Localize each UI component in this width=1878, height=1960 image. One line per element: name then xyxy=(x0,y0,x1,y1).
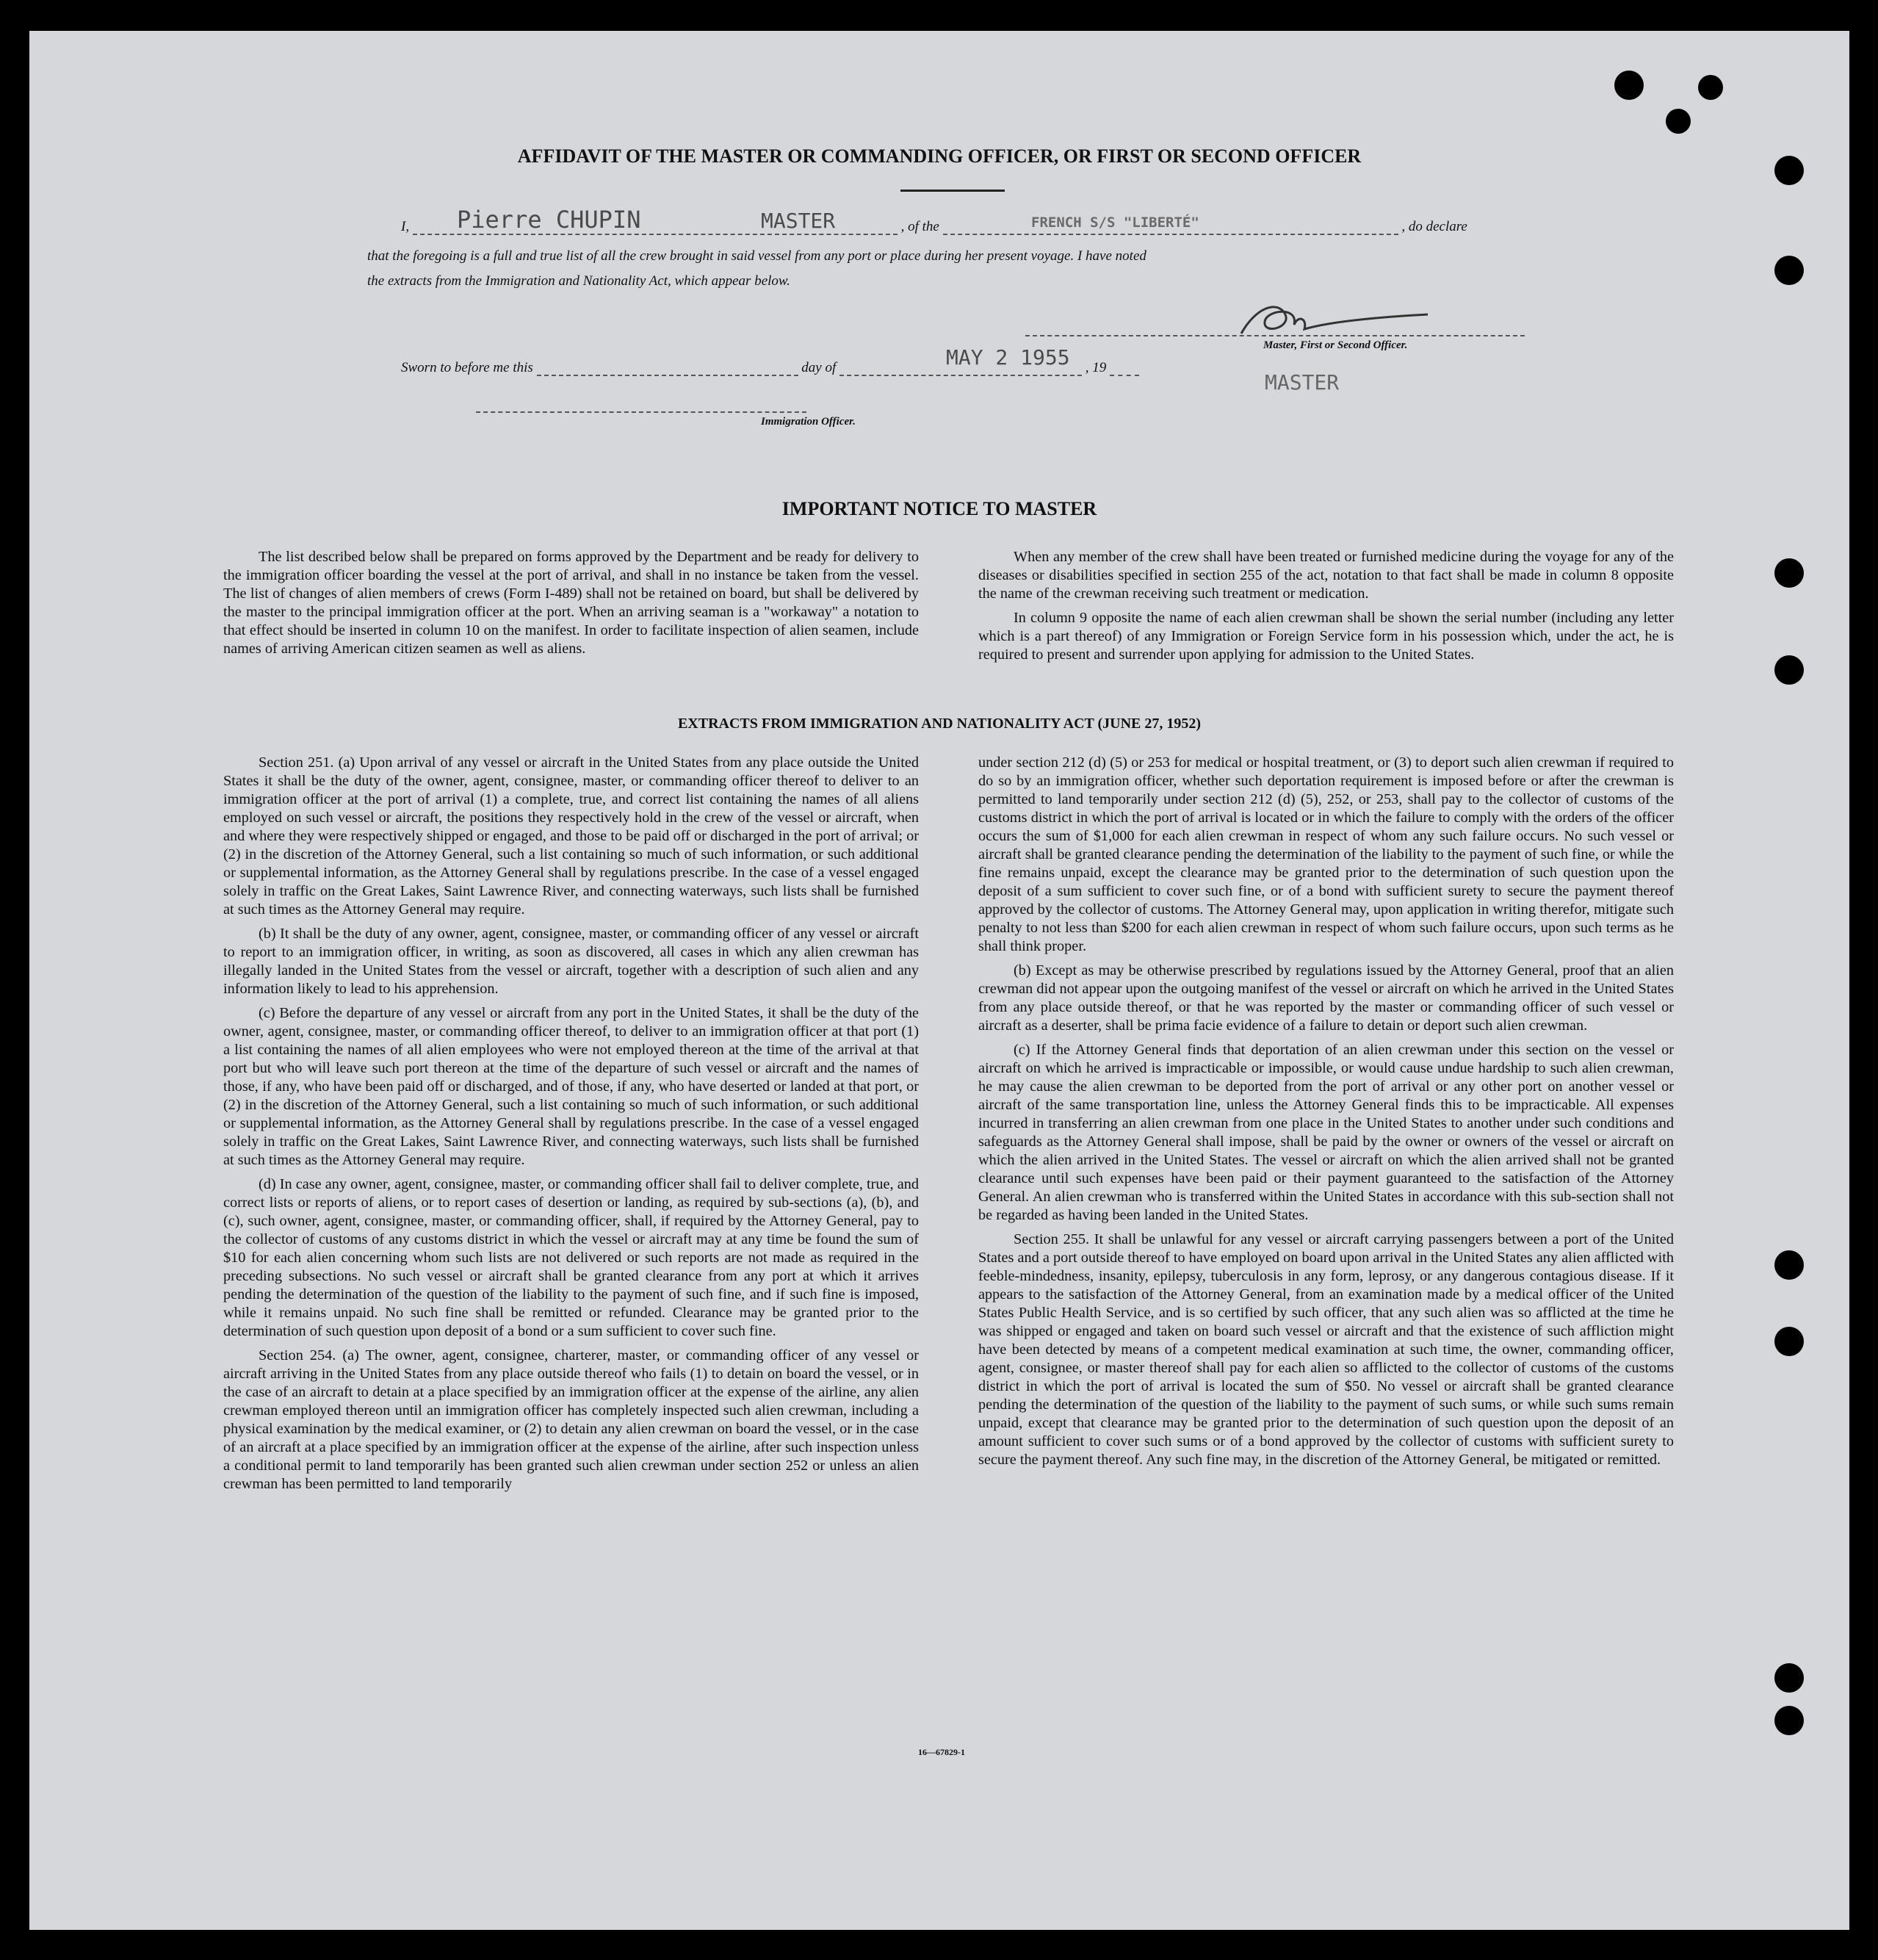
declaration-text-1: that the foregoing is a full and true list of all the crew brought in said vessel from any port or place during her present voyage. I have noted xyxy=(367,248,1146,264)
affidavit-title: AFFIDAVIT OF THE MASTER OR COMMANDING OFFICER, OR FIRST OR SECOND OFFICER xyxy=(517,145,1362,167)
punch-hole xyxy=(1774,1706,1804,1735)
notice-paragraph: When any member of the crew shall have been treated or furnished medicine during the voyage for any of the diseases or disabilities specified in section 255 of the act, notation to that fact shall be made in column 8 opposite the name of the crewman receiving such treatment or medication. xyxy=(978,549,1674,602)
year-label: , 19 xyxy=(1085,360,1107,375)
extracts-title: EXTRACTS FROM IMMIGRATION AND NATIONALITY ACT (JUNE 27, 1952) xyxy=(677,716,1202,732)
punch-hole xyxy=(1774,655,1804,685)
officer-rank: MASTER xyxy=(761,209,836,233)
notice-left xyxy=(223,548,919,658)
act-paragraph: under section 212 (d) (5) or 253 for medical or hospital treatment, or (3) to deport such alien crewman if required to do so by an immigration officer, whether such deportation requirement is imposed before or after the crewman is permitted to land temporarily under section 212 (d) (5), 252, or 253, shall pay to the collector of customs of the customs district in which the port of arrival is located or in which the failure to comply with the orders of the officer occurs the sum of $1,000 for each alien crewman in respect of whom any such failure occurs. No such vessel or aircraft shall be granted clearance pending the determination of the liability to the payment of such fine, or while the fine remains unpaid, except the clearance may be granted prior to the determination of such question upon the deposit of a sum sufficient to cover such fine, or of a bond with sufficient surety to secure the payment thereof approved by the collector of customs. The Attorney General may, upon application in writing therefor, mitigate such penalty to not less than $200 for each alien crewman in respect of whom such failure occurs, upon such terms as he shall think proper. xyxy=(978,754,1674,954)
vessel-name: FRENCH S/S "LIBERTÉ" xyxy=(1031,215,1199,231)
year-blank xyxy=(1110,361,1139,376)
punch-hole xyxy=(1774,1327,1804,1356)
day-of-label: day of xyxy=(801,360,837,375)
punch-hole xyxy=(1774,1250,1804,1280)
i-label: I, xyxy=(401,219,410,234)
notice-paragraph: In column 9 opposite the name of each alien crewman shall be shown the serial number (including any letter which is a part thereof) of any Immigration or Foreign Service form in his possession which, under the act, he is required to present and surrender upon applying for admission to the United States. xyxy=(978,610,1674,663)
rank-stamp: MASTER xyxy=(1265,370,1340,394)
declaration-text-2: the extracts from the Immigration and Nationality Act, which appear below. xyxy=(367,273,790,289)
immigration-officer-rule xyxy=(476,411,806,413)
signature-caption: Master, First or Second Officer. xyxy=(1263,339,1408,351)
notice-title: IMPORTANT NOTICE TO MASTER xyxy=(781,498,1097,519)
punch-hole xyxy=(1774,1663,1804,1693)
sworn-label: Sworn to before me this xyxy=(401,360,533,375)
act-paragraph: (d) In case any owner, agent, consignee, master, or commanding officer shall fail to deliver complete, true, and correct lists or reports of aliens, or to report cases of desertion or landing, as required by sub-sections (a), (b), and (c), such owner, agent, consignee, master, or commanding officer, shall, if required by the Attorney General, pay to the collector of customs of any customs district in which the vessel or aircraft may at any time be found the sum of $10 for each alien concerning whom such lists are not delivered or such reports are not made as required in the preceding subsections. No such vessel or aircraft shall be granted clearance from any port at which it arrives pending the determination of the question of the liability to the payment of such fine, and if such fine is imposed, while it remains unpaid. No such fine shall be remitted or refunded. Clearance may be granted prior to the determination of such question upon deposit of a bond or a sum sufficient to cover such fine. xyxy=(223,1176,919,1339)
form-number: 16—67829-1 xyxy=(918,1747,965,1757)
act-paragraph: (b) It shall be the duty of any owner, agent, consignee, master, or commanding officer of any vessel or aircraft to report to an immigration officer, in writing, as soon as discovered, all cases in which any alien crewman has illegally landed in the United States from the vessel or aircraft, together with a description of such alien and any information likely to lead to his apprehension. xyxy=(223,926,919,997)
extracts-left xyxy=(223,754,919,1494)
punch-hole xyxy=(1614,71,1644,100)
act-paragraph: (b) Except as may be otherwise prescribed by regulations issued by the Attorney General, proof that an alien crewman did not appear upon the outgoing manifest of the vessel or aircraft on which he arrived in the United States from any place outside thereof, or that he was reported by the master or commanding officer of such vessel or aircraft as a deserter, shall be prima facie evidence of a failure to detain or deport such alien crewman. xyxy=(978,962,1674,1034)
title-rule xyxy=(900,190,1005,192)
punch-hole xyxy=(1774,558,1804,588)
act-paragraph: Section 251. (a) Upon arrival of any vessel or aircraft in the United States from any place outside the United States it shall be the duty of the owner, agent, consignee, master, or commanding officer thereof to deliver to an immigration officer at the port of arrival (1) a complete, true, and correct list containing the names of all aliens employed on such vessel or aircraft, the positions they respectively hold in the crew of the vessel or aircraft, when and where they were respectively shipped or engaged, and those to be paid off or discharged in the port of arrival; or (2) in the discretion of the Attorney General, such a list containing so much of such information, or such additional or supplemental information, as the Attorney General shall by regulations prescribe. In the case of a vessel engaged solely in traffic on the Great Lakes, Saint Lawrence River, and connecting waterways, such lists shall be furnished at such times as the Attorney General may require. xyxy=(223,754,919,918)
notice-paragraph: The list described below shall be prepared on forms approved by the Department and be ready for delivery to the immigration officer boarding the vessel at the port of arrival, and shall in no instance be taken from the vessel. The list of changes of alien members of crews (Form I-489) shall not be retained on board, but shall be delivered by the master to the principal immigration officer at the port. When an arriving seaman is a "workaway" a notation to that effect should be inserted in column 10 on the manifest. In order to facilitate inspection of alien seamen, include names of arriving American citizen seamen as well as aliens. xyxy=(223,549,919,657)
officer-name: Pierre CHUPIN xyxy=(457,206,641,234)
notice-right xyxy=(978,548,1674,664)
extracts-right xyxy=(978,754,1674,1469)
immigration-officer-caption: Immigration Officer. xyxy=(761,416,856,428)
punch-hole xyxy=(1774,256,1804,285)
sworn-day-blank xyxy=(537,361,798,376)
punch-hole xyxy=(1666,109,1691,134)
act-paragraph: (c) Before the departure of any vessel or aircraft from any port in the United States, it shall be the duty of the owner, agent, consignee, master, or commanding officer thereof, to deliver to an immigration officer at that port (1) a list containing the names of all alien employees who were not employed thereon at the time of the arrival at that port but who will leave such port thereon at the time of the departure of such vessel or aircraft and the names of those, if any, who have been paid off or discharged, and of those, if any, who have deserted or landed at that port, or (2) in the discretion of the Attorney General, such a list containing so much of such information, or such additional or supplemental information, as the Attorney General shall by regulations prescribe. In the case of a vessel engaged solely in traffic on the Great Lakes, Saint Lawrence River, and connecting waterways, such lists shall be furnished at such times as the Attorney General may require. xyxy=(223,1005,919,1168)
signature-rule xyxy=(1025,335,1525,336)
of-the-label: , of the xyxy=(900,219,939,234)
punch-hole xyxy=(1698,75,1723,100)
document-page xyxy=(29,31,1849,1930)
act-paragraph: (c) If the Attorney General finds that deportation of an alien crewman under this section on the vessel or aircraft on which he arrived is impracticable or impossible, or would cause undue hardship to such alien crewman, he may cause the alien crewman to be deported from the port of arrival or any other port on another vessel or aircraft of the same transportation line, unless the Attorney General finds this to be impracticable. All expenses incurred in transferring an alien crewman from one place in the United States to another under such conditions and safeguards as the Attorney General shall impose, shall be paid by the owner or owners of the vessel or aircraft on which the alien arrived in the United States. The vessel or aircraft on which the alien arrived shall not be granted clearance until such expenses have been paid or their payment guaranteed to the satisfaction of the Attorney General. An alien crewman who is transferred within the United States in accordance with this sub-section shall not be regarded as having been landed in the United States. xyxy=(978,1042,1674,1223)
act-paragraph: Section 255. It shall be unlawful for any vessel or aircraft carrying passengers between a port of the United States and a port outside thereof to have employed on board upon arrival in the United States any alien afflicted with feeble-mindedness, insanity, epilepsy, tuberculosis in any form, leprosy, or any dangerous contagious disease. If it appears to the satisfaction of the Attorney General, from an examination made by a medical officer of the United States Public Health Service, and is so certified by such officer, that any such alien was so afflicted at the time he was shipped or engaged and taken on board such vessel or aircraft and that the existence of such affliction might have been detected by means of a competent medical examination at such time, the owner, commanding officer, agent, consignee, or master thereof shall pay for each alien so afflicted to the collector of customs of the customs district in which the port of arrival is located the sum of $50. No vessel or aircraft shall be granted clearance pending the determination of the question of the liability to the payment of such sums, or while such sums remain unpaid, except that clearance may be granted prior to the determination of such question upon the deposit of an amount sufficient to cover such sums or of a bond approved by the collector of customs with sufficient surety to secure the payment thereof. Any such fine may, in the discretion of the Attorney General, be mitigated or remitted. xyxy=(978,1231,1674,1468)
sworn-date: MAY 2 1955 xyxy=(946,345,1070,370)
do-declare-label: , do declare xyxy=(1401,219,1467,234)
act-paragraph: Section 254. (a) The owner, agent, consignee, charterer, master, or commanding officer of any vessel or aircraft arriving in the United States from any place outside thereof who fails (1) to detain on board the vessel, or in the case of an aircraft to detain at a place specified by an immigration officer at the expense of the airline, any alien crewman employed thereon until an immigration officer has completely inspected such alien crewman, including a physical examination by the medical examiner, or (2) to detain any alien crewman on board the vessel, or in the case of an aircraft at a place specified by an immigration officer at the expense of the airline, after such inspection unless a conditional permit to land temporarily has been granted such alien crewman under section 252 or unless an alien crewman has been permitted to land temporarily xyxy=(223,1347,919,1492)
